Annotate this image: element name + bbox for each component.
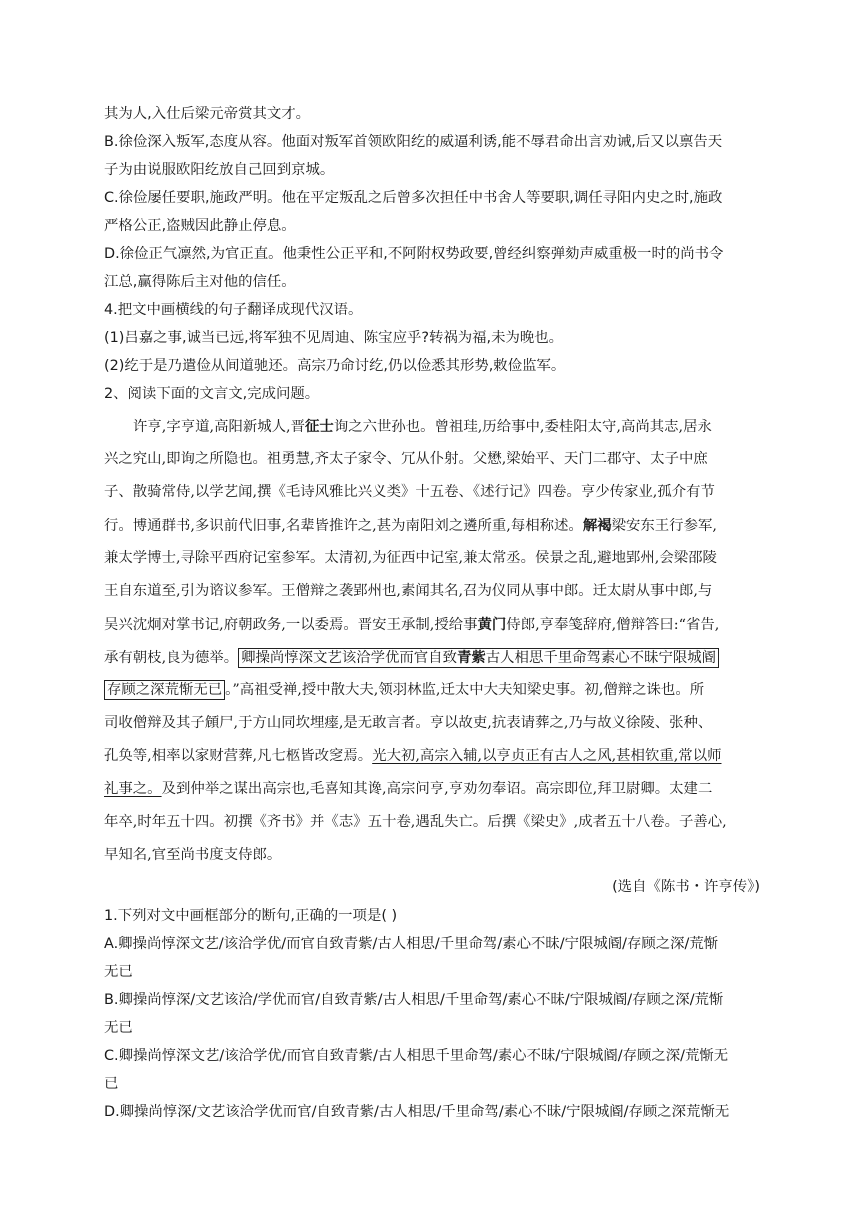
question-1-stem: 1.下列对文中画框部分的断句,正确的一项是( )	[104, 908, 398, 924]
passage-line: 存顾之深荒惭无已 。”高祖受禅,授中散大夫,领羽林监,迁太中大夫知梁史事。初,僧辩之诛也。所	[104, 674, 760, 707]
classical-passage	[104, 410, 760, 872]
passage-line: 年卒,时年五十四。初撰《齐书》并《志》五十卷,遇乱失亡。后撰《梁史》,成者五十八卷。子善心,	[104, 814, 727, 830]
option-d-line2: 江总,赢得陈后主对他的信任。	[104, 274, 296, 290]
question-1-option-c-line2: 已	[104, 1076, 119, 1092]
passage-line: 子、散骑常侍,以学艺闻,撰《毛诗风雅比兴义类》十五卷、《述行记》四卷。亨少传家业,孤介有节	[104, 484, 715, 500]
passage-line: 兼太学博士,寻除平西府记室参军。太清初,为征西中记室,兼太常丞。侯景之乱,避地郢州,会梁邵陵	[104, 550, 717, 566]
passage-line: 许亨,字亨道,高阳新城人,晋征士询之六世孙也。曾祖珪,历给事中,委桂阳太守,高尚其志,居永	[133, 418, 712, 435]
option-b-line2: 子为由说服欧阳纥放自己回到京城。	[104, 162, 335, 178]
passage-line: 礼事之。及到仲举之谋出高宗也,毛喜知其谗,高宗问亨,亨劝勿奉诏。高宗即位,拜卫尉卿。太建二	[104, 781, 713, 797]
option-c-line2: 严格公正,盗贼因此静止停息。	[104, 218, 296, 234]
passage-line: 王自东道至,引为谘议参军。王僧辩之袭郢州也,素闻其名,召为仪同从事中郎。迁太尉从事中郎,与	[104, 583, 713, 599]
question-4-sentence-1: (1)吕嘉之事,诚当已远,将军独不见周迪、陈宝应乎?转祸为福,未为晚也。	[104, 330, 564, 346]
question-1-option-d-line1: D.卿操尚惇深/文艺该洽学优而官/自致青紫/古人相思/千里命驾/素心不昧/宁限城阍/存顾之深荒惭无	[104, 1104, 730, 1120]
option-d-line1: D.徐俭正气凛然,为官正直。他秉性公正平和,不阿附权势政要,曾经纠察弹劾声威重极一时的尚书令	[104, 246, 724, 262]
question-1-option-a-line1: A.卿操尚惇深文艺/该洽学优/而官自致青紫/古人相思/千里命驾/素心不昧/宁限城阍/存顾之深/荒惭	[104, 936, 719, 952]
underlined-sentence-part2: 礼事之。	[104, 781, 162, 797]
passage-line: 孔奂等,相率以家财营葬,凡七柩皆改窆焉。光大初,高宗入辅,以亨贞正有古人之风,甚相钦重,常以师	[104, 748, 722, 764]
passage-line: 早知名,官至尚书度支侍郎。	[104, 847, 282, 863]
question-1-option-b-line1: B.卿操尚惇深/文艺该洽/学优而官/自致青紫/古人相思/千里命驾/素心不昧/宁限城阍/存顾之深/荒惭	[104, 992, 724, 1008]
passage-line: 司收僧辩及其子頠尸,于方山同坎埋瘗,是无敢言者。亨以故吏,抗表请葬之,乃与故义徐陵、张种、	[104, 715, 713, 731]
passage-line: 承有朝枝,良为德举。 卿操尚惇深文艺该洽学优而官自致青紫古人相思千里命驾素心不昧宁限城阍	[104, 641, 760, 674]
question-4-stem: 4.把文中画横线的句子翻译成现代汉语。	[104, 302, 363, 318]
passage-source: (选自《陈书・许亨传》)	[612, 879, 760, 895]
section-2-heading: 2、阅读下面的文言文,完成问题。	[104, 386, 320, 402]
question-4-sentence-2: (2)纥于是乃遣俭从间道驰还。高宗乃命讨纥,仍以俭悉其形势,敕俭监军。	[104, 358, 566, 374]
document-content	[104, 100, 760, 1126]
underlined-sentence-part1: 光大初,高宗入辅,以亨贞正有古人之风,甚相钦重,常以师	[372, 748, 722, 764]
option-b-line1: B.徐俭深入叛军,态度从容。他面对叛军首领欧阳纥的威逼利诱,能不辱君命出言劝诫,后又以禀告天	[104, 134, 723, 150]
question-1-option-b-line2: 无已	[104, 1020, 133, 1036]
framed-sentence-part1: 卿操尚惇深文艺该洽学优而官自致青紫古人相思千里命驾素心不昧宁限城阍	[238, 648, 719, 668]
passage-line: 吴兴沈炯对掌书记,府朝政务,一以委焉。晋安王承制,授给事黄门侍郎,亨奉笺辞府,僧辩答曰:“省告,	[104, 616, 720, 633]
option-a-tail: 其为人,入仕后梁元帝赏其文才。	[104, 106, 311, 122]
question-1-option-a-line2: 无已	[104, 964, 133, 980]
question-1-option-c-line1: C.卿操尚惇深文艺/该洽学优/而官自致青紫/古人相思千里命驾/素心不昧/宁限城阍/存顾之深/荒惭无	[104, 1048, 729, 1064]
passage-line: 兴之究山,即询之所隐也。祖勇慧,齐太子家令、冗从仆射。父懋,梁始平、天门二郡守、太子中庶	[104, 451, 708, 467]
passage-line: 行。博通群书,多识前代旧事,名辈皆推许之,甚为南阳刘之遴所重,每相称述。解褐梁安东王行参军,	[104, 517, 717, 534]
option-c-line1: C.徐俭屡任要职,施政严明。他在平定叛乱之后曾多次担任中书舍人等要职,调任寻阳内史之时,施政	[104, 190, 723, 206]
framed-sentence-part2: 存顾之深荒惭无已	[104, 680, 225, 700]
